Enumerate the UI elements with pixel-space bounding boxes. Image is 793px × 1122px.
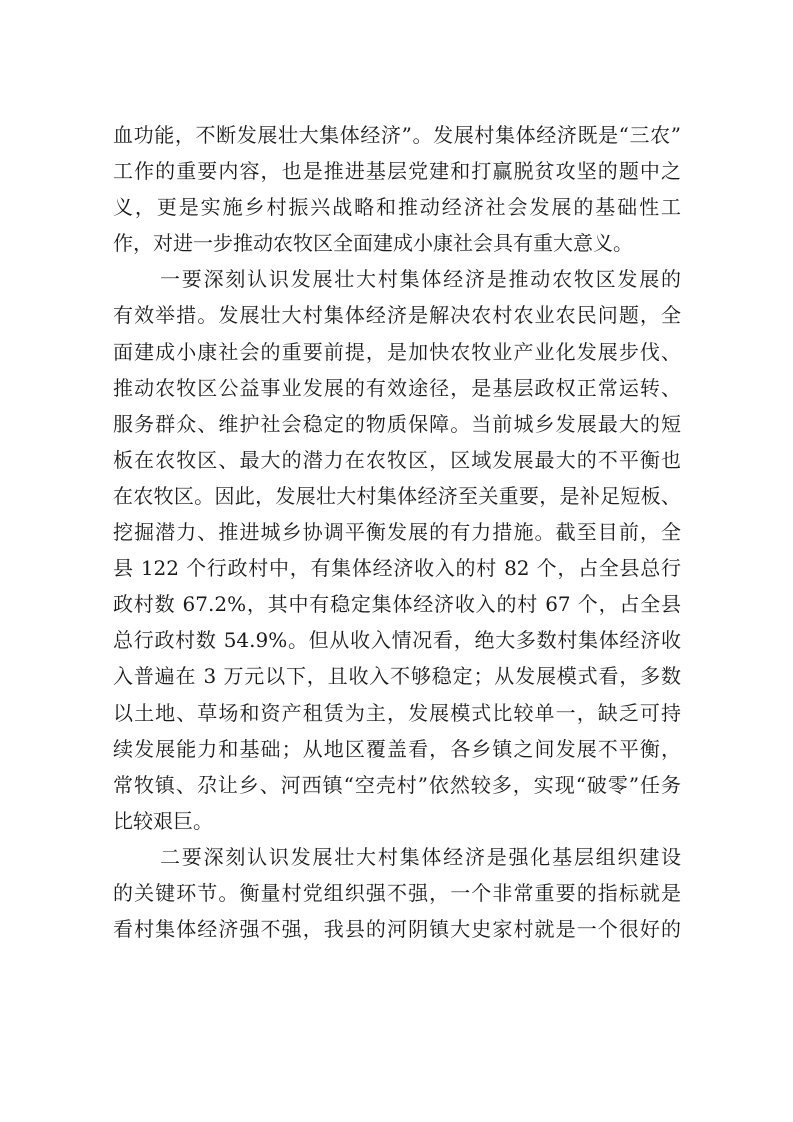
- text-line: 政村数 67.2%，其中有稳定集体经济收入的村 67 个，占全县: [113, 592, 681, 617]
- text-line: 看村集体经济强不强，我县的河阴镇大史家村就是一个很好的: [113, 917, 681, 942]
- text-line: 以土地、草场和资产租赁为主，发展模式比较单一，缺乏可持: [113, 700, 681, 725]
- text-line: 总行政村数 54.9%。但从收入情况看，绝大多数村集体经济收: [113, 628, 681, 653]
- text-line: 挖掘潜力、推进城乡协调平衡发展的有力措施。截至目前，全: [113, 520, 681, 545]
- text-line: 义，更是实施乡村振兴战略和推动经济社会发展的基础性工: [113, 195, 681, 220]
- text-line: 面建成小康社会的重要前提，是加快农牧业产业化发展步伐、: [113, 339, 681, 364]
- text-line: 板在农牧区、最大的潜力在农牧区，区域发展最大的不平衡也: [113, 447, 681, 472]
- text-line: 比较艰巨。: [113, 808, 213, 833]
- paragraph-start-line: 二要深刻认识发展壮大村集体经济是强化基层组织建设: [160, 844, 681, 869]
- text-line: 续发展能力和基础；从地区覆盖看，各乡镇之间发展不平衡，: [113, 736, 681, 761]
- text-line: 作，对进一步推动农牧区全面建成小康社会具有重大意义。: [113, 231, 633, 256]
- text-line: 入普遍在 3 万元以下，且收入不够稳定；从发展模式看，多数: [113, 664, 681, 689]
- text-line: 血功能，不断发展壮大集体经济”。发展村集体经济既是“三农”: [113, 123, 681, 147]
- text-line: 推动农牧区公益事业发展的有效途径，是基层政权正常运转、: [113, 375, 681, 400]
- text-line: 有效举措。发展壮大村集体经济是解决农村农业农民问题，全: [113, 303, 681, 328]
- text-line: 工作的重要内容，也是推进基层党建和打赢脱贫攻坚的题中之: [113, 159, 681, 184]
- text-line: 常牧镇、尕让乡、河西镇“空壳村”依然较多，实现“破零”任务: [113, 772, 681, 797]
- text-line: 的关键环节。衡量村党组织强不强，一个非常重要的指标就是: [113, 880, 681, 905]
- text-line: 服务群众、维护社会稳定的物质保障。当前城乡发展最大的短: [113, 411, 681, 436]
- text-line: 在农牧区。因此，发展壮大村集体经济至关重要，是补足短板、: [113, 483, 681, 508]
- text-line: 县 122 个行政村中，有集体经济收入的村 82 个，占全县总行: [113, 556, 681, 581]
- body-text: [113, 117, 681, 947]
- paragraph-start-line: 一要深刻认识发展壮大村集体经济是推动农牧区发展的: [160, 267, 681, 292]
